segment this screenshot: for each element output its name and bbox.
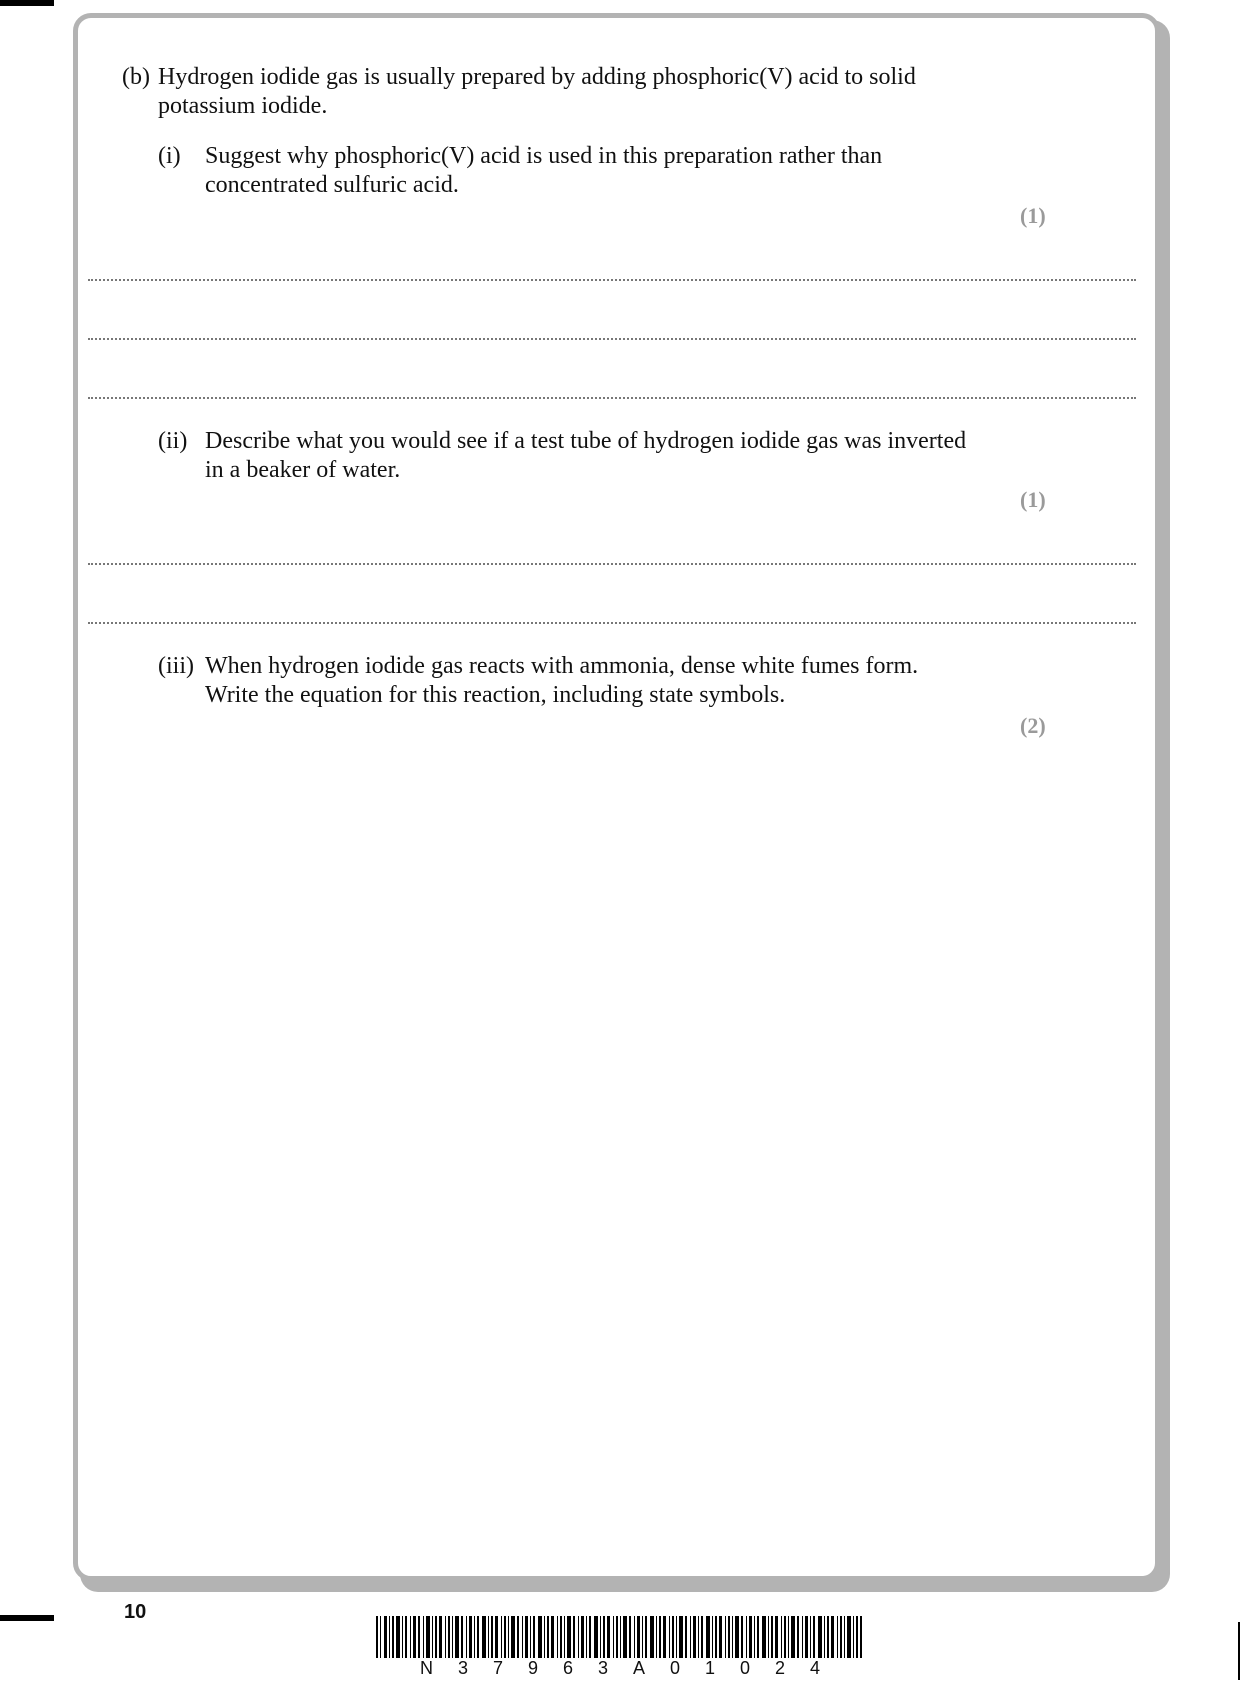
barcode-digit: 2 [774, 1658, 785, 1678]
barcode-digit: 3 [457, 1658, 468, 1678]
part-iii-line1: When hydrogen iodide gas reacts with ammonia, dense white fumes form. [205, 653, 919, 679]
part-i-marks: (1) [1020, 203, 1046, 228]
part-iii-marks: (2) [1020, 713, 1046, 738]
question-b-stem-line2: potassium iodide. [158, 93, 328, 119]
barcode-digits [376, 1658, 862, 1679]
question-b-label: (b) [122, 64, 150, 90]
barcode-digit: 1 [704, 1658, 715, 1678]
part-ii-label: (ii) [158, 428, 188, 454]
part-ii-line1: Describe what you would see if a test tube of hydrogen iodide gas was inverted [205, 428, 967, 454]
part-ii-line2: in a beaker of water. [205, 457, 401, 483]
equation-answer-area[interactable] [88, 745, 1136, 1545]
question-b-stem-line1: Hydrogen iodide gas is usually prepared by adding phosphoric(V) acid to solid [158, 64, 916, 90]
corner-registration-mark-top [0, 0, 54, 6]
barcode [376, 1616, 862, 1658]
part-i-line1: Suggest why phosphoric(V) acid is used in this preparation rather than [205, 143, 883, 169]
part-i-label: (i) [158, 143, 181, 169]
page-number: 10 [124, 1601, 147, 1623]
answer-line[interactable] [88, 338, 1136, 340]
barcode-digit: 4 [809, 1658, 820, 1678]
answer-line[interactable] [88, 622, 1136, 624]
part-iii-line2: Write the equation for this reaction, including state symbols. [205, 682, 786, 708]
barcode-digit: 0 [669, 1658, 680, 1678]
part-i-line2: concentrated sulfuric acid. [205, 172, 459, 198]
answer-line[interactable] [88, 397, 1136, 399]
barcode-digit: 7 [492, 1658, 503, 1678]
answer-line[interactable] [88, 279, 1136, 281]
part-iii-label: (iii) [158, 653, 194, 679]
barcode-digit: 6 [562, 1658, 573, 1678]
barcode-digit: A [632, 1658, 645, 1678]
barcode-digit: 9 [527, 1658, 538, 1678]
answer-line[interactable] [88, 563, 1136, 565]
barcode-digit: 0 [739, 1658, 750, 1678]
barcode-digit: N [420, 1658, 433, 1678]
corner-registration-mark-bottom [0, 1615, 54, 1621]
part-ii-marks: (1) [1020, 487, 1046, 512]
barcode-digit: 3 [597, 1658, 608, 1678]
